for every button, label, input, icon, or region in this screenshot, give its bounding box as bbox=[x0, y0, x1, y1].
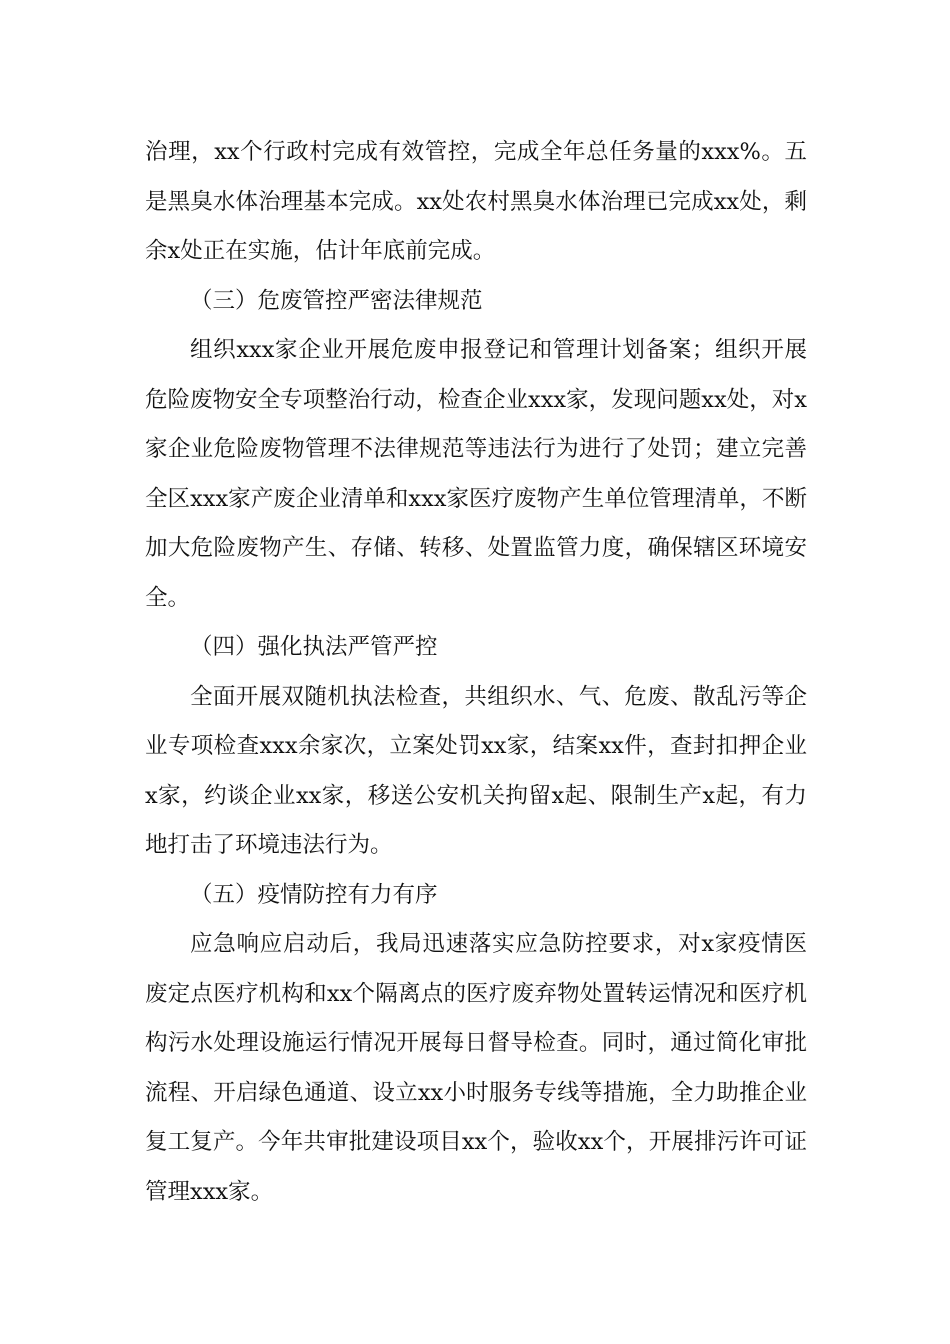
section-body-epidemic-control: 应急响应启动后，我局迅速落实应急防控要求，对x家疫情医废定点医疗机构和xx个隔离点的医疗废弃物处置转运情况和医疗机构污水处理设施运行情况开展每日督导检查。同时，通过简化审批流程、开启绿色通道、设立xx小时服务专线等措施，全力助推企业复工复产。今年共审批建设项目xx个，验收xx个，开展排污许可证管理xxx家。 bbox=[145, 931, 807, 1205]
section-heading-enforcement: （四）强化执法严管严控 bbox=[190, 634, 438, 660]
section-heading-hazardous-waste: （三）危废管控严密法律规范 bbox=[190, 287, 483, 314]
section-body-hazardous-waste: 组织xxx家企业开展危废申报登记和管理计划备案；组织开展危险废物安全专项整治行动，检查企业xxx家，发现问题xx处，对x家企业危险废物管理不法律规范等违法行为进行了处罚；建立完善全区xxx家产废企业清单和xxx家医疗废物产生单位管理清单，不断加大危险废物产生、存储、转移、处置监管力度，确保辖区环境安全。 bbox=[145, 337, 807, 611]
section-body-enforcement: 全面开展双随机执法检查，共组织水、气、危废、散乱污等企业专项检查xxx余家次，立案处罚xx家，结案xx件，查封扣押企业x家，约谈企业xx家，移送公安机关拘留x起、限制生产x起，有力地打击了环境违法行为。 bbox=[145, 683, 807, 858]
document-body bbox=[145, 128, 807, 1217]
section-heading-epidemic-control: （五）疫情防控有力有序 bbox=[190, 881, 438, 908]
continuation-paragraph: 治理，xx个行政村完成有效管控，完成全年总任务量的xxx%。五是黑臭水体治理基本完成。xx处农村黑臭水体治理已完成xx处，剩余x处正在实施，估计年底前完成。 bbox=[145, 139, 807, 264]
